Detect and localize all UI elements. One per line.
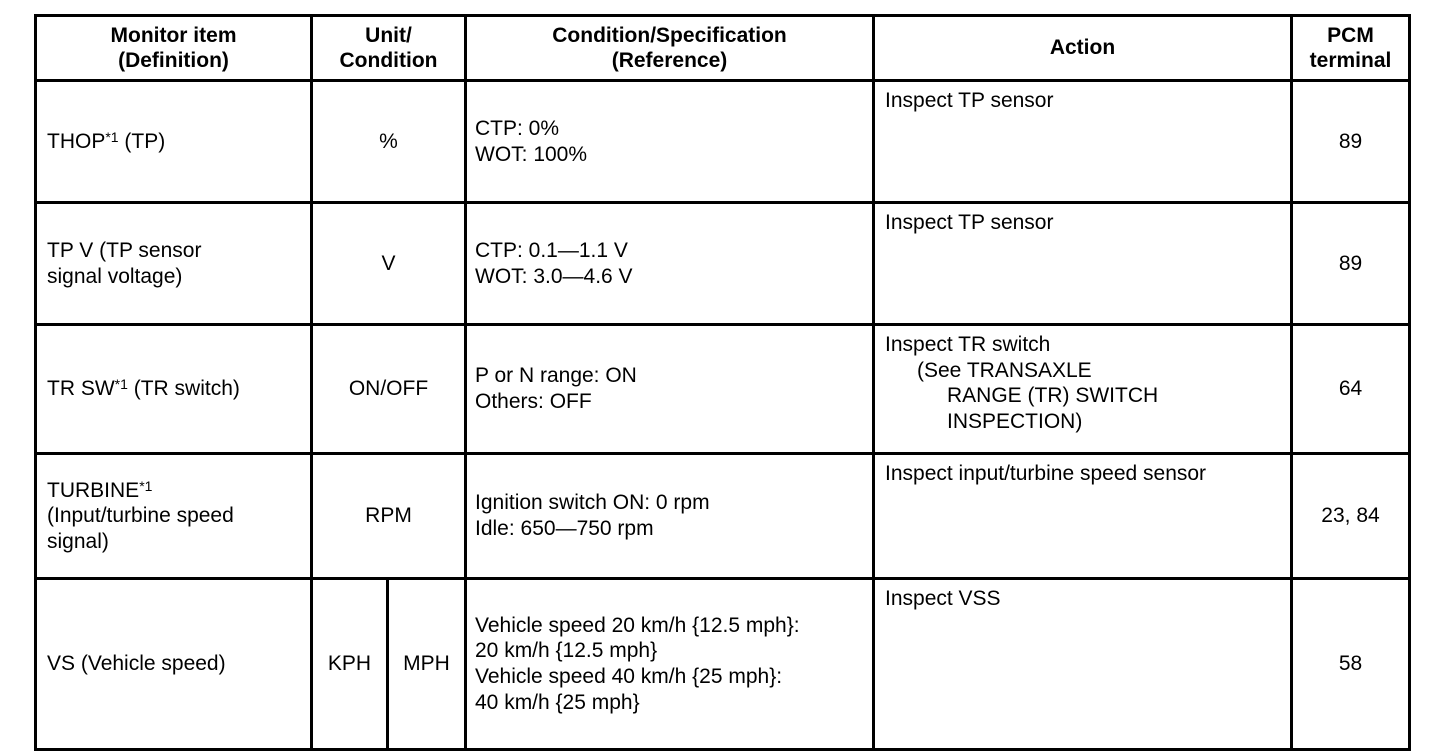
monitor-item-cell: THOP$^{*1}$ (TP): [36, 81, 312, 203]
action-cell: Inspect TP sensor: [874, 203, 1292, 325]
condition-cell: CTP: 0.1—1.1 V WOT: 3.0—4.6 V: [466, 203, 874, 325]
unit-cell: ON/OFF: [312, 325, 466, 454]
pcm-terminal-cell: 89: [1292, 203, 1410, 325]
header-condition-specification: Condition/Specification (Reference): [466, 16, 874, 81]
condition-cell: CTP: 0% WOT: 100%: [466, 81, 874, 203]
unit-cell-mph: MPH: [388, 579, 466, 750]
monitor-item-cell: TP V (TP sensor signal voltage): [36, 203, 312, 325]
header-pcm-terminal: PCM terminal: [1292, 16, 1410, 81]
action-cell: Inspect VSS: [874, 579, 1292, 750]
monitor-item-cell: TR SW$^{*1}$ (TR switch): [36, 325, 312, 454]
unit-cell-kph: KPH: [312, 579, 388, 750]
header-monitor-item: Monitor item (Definition): [36, 16, 312, 81]
monitor-spec-table: [34, 14, 1411, 751]
monitor-item-cell: VS (Vehicle speed): [36, 579, 312, 750]
unit-cell: RPM: [312, 454, 466, 579]
pcm-terminal-cell: 89: [1292, 81, 1410, 203]
table-row: [36, 579, 1410, 750]
pcm-terminal-cell: 23, 84: [1292, 454, 1410, 579]
action-cell: Inspect input/turbine speed sensor: [874, 454, 1292, 579]
header-row: [36, 16, 1410, 81]
pcm-terminal-cell: 58: [1292, 579, 1410, 750]
table-row: [36, 325, 1410, 454]
condition-cell: P or N range: ON Others: OFF: [466, 325, 874, 454]
table-row: [36, 203, 1410, 325]
condition-cell: Vehicle speed 20 km/h {12.5 mph}: 20 km/h {12.5 mph} Vehicle speed 40 km/h {25 mph}: 40 km/h {25 mph}: [466, 579, 874, 750]
monitor-item-cell: TURBINE$^{*1}$ (Input/turbine speed signal): [36, 454, 312, 579]
header-unit-condition: Unit/ Condition: [312, 16, 466, 81]
action-cell: Inspect TP sensor: [874, 81, 1292, 203]
header-action: Action: [874, 16, 1292, 81]
pcm-terminal-cell: 64: [1292, 325, 1410, 454]
table-row: [36, 81, 1410, 203]
unit-cell: V: [312, 203, 466, 325]
condition-cell: Ignition switch ON: 0 rpm Idle: 650—750 rpm: [466, 454, 874, 579]
unit-cell: %: [312, 81, 466, 203]
table-row: [36, 454, 1410, 579]
action-cell: Inspect TR switch (See TRANSAXLE RANGE (TR) SWITCH INSPECTION): [874, 325, 1292, 454]
